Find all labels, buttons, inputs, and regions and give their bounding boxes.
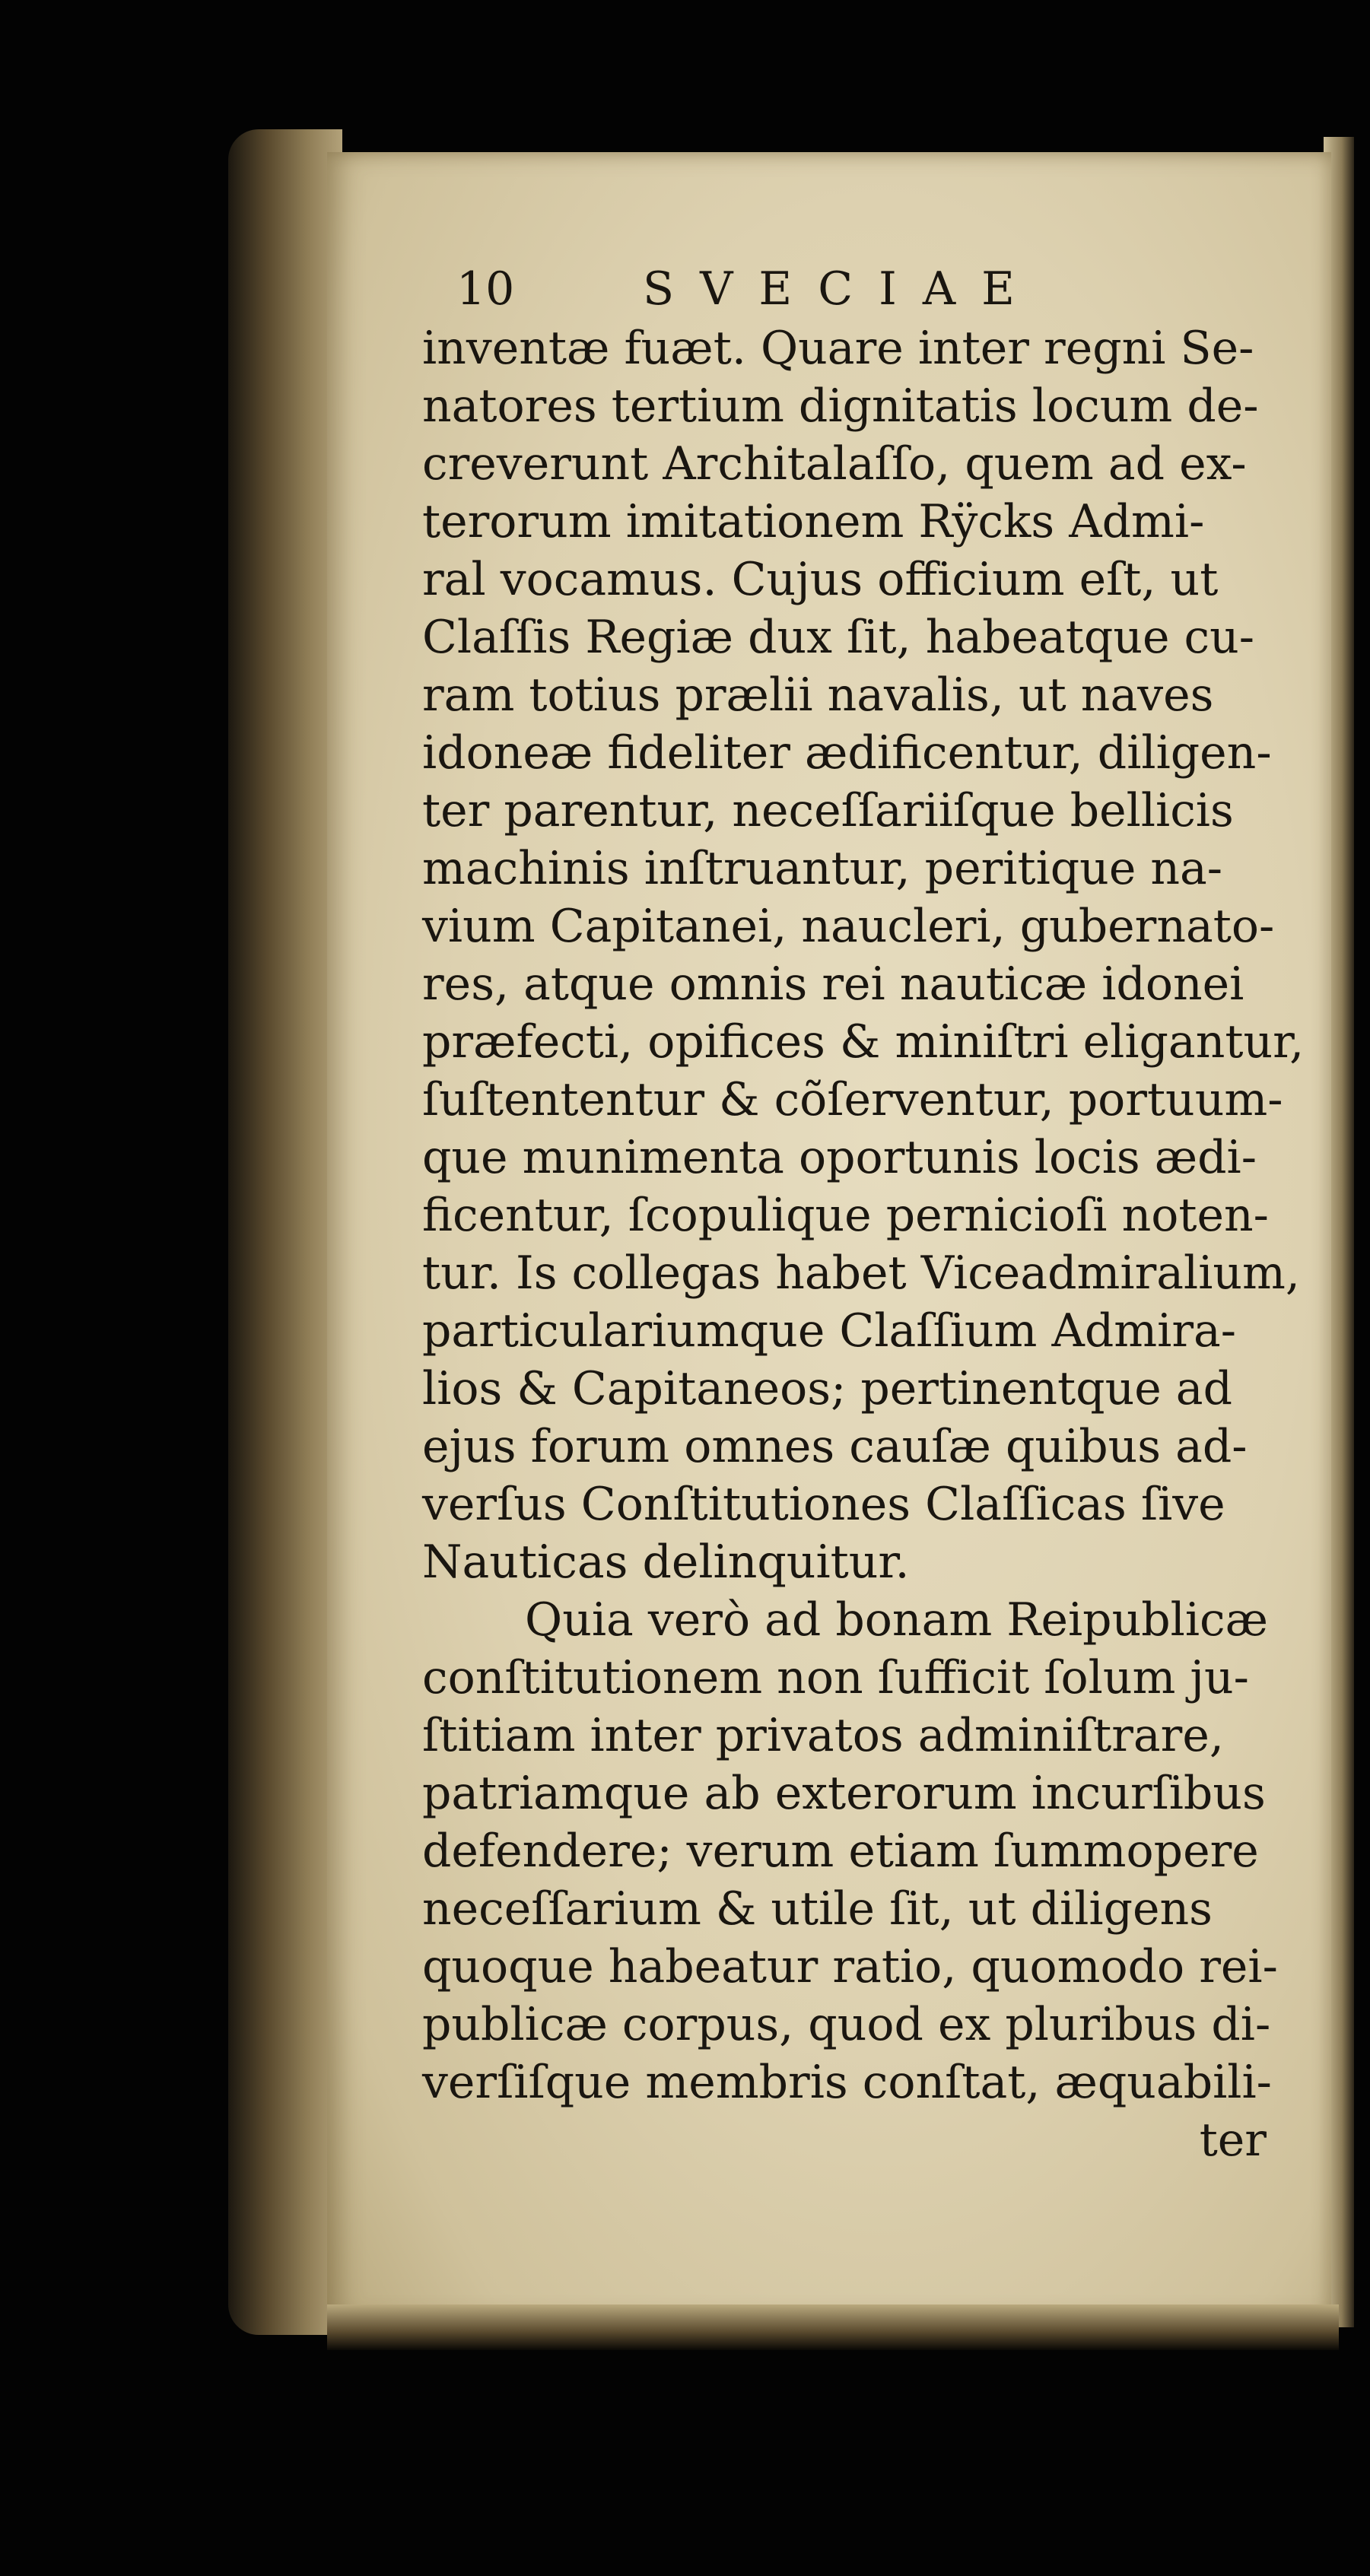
text-line: particulariumque Claſſium Admira- [422,1304,1237,1358]
text-line: conſtitutionem non ſufficit ſolum ju- [422,1651,1249,1704]
text-line: terorum imitationem Rÿcks Admi- [422,495,1205,548]
text-line: Nauticas delinquitur. [422,1536,910,1589]
page-number: 10 [456,262,515,316]
text-line: machinis inſtruantur, peritique na- [422,842,1223,895]
text-line: ral vocamus. Cujus officium eſt, ut [422,553,1219,606]
page-bottom-edge [327,2304,1339,2350]
text-line: ſtitiam inter privatos adminiſtrare, [422,1709,1224,1762]
text-line: tur. Is collegas habet Viceadmiralium, [422,1247,1301,1300]
text-line: que munimenta oportunis locis ædi- [422,1131,1257,1184]
book-edge-left [228,129,342,2335]
text-line: ſuſtententur & cõſerventur, portuum- [422,1073,1283,1126]
text-line: defendere; verum etiam ſummopere [422,1825,1259,1878]
paragraph-start-line: Quia verò ad bonam Reipublicæ [525,1593,1269,1647]
text-line: creverunt Architalaſſo, quem ad ex- [422,437,1247,491]
text-line: inventæ fuæt. Quare inter regni Se- [422,322,1254,375]
text-line: publicæ corpus, quod ex pluribus di- [422,1998,1271,2051]
text-line: ter parentur, neceſſariiſque bellicis [422,784,1234,837]
text-line: idoneæ fideliter ædificentur, diligen- [422,726,1272,780]
text-line: Claſſis Regiæ dux ſit, habeatque cu- [422,611,1255,664]
page-text-block [422,259,1305,2169]
text-line: verſiſque membris conſtat, æquabili- [422,2056,1272,2109]
running-title: SVECIAE [643,262,1041,316]
running-head [422,259,1297,319]
text-line: quoque habeatur ratio, quomodo rei- [422,1940,1278,1993]
text-line: ram totius prælii navalis, ut naves [422,669,1214,722]
text-line: ejus forum omnes cauſæ quibus ad- [422,1420,1248,1473]
text-line: ficentur, ſcopulique pernicioſi noten- [422,1189,1269,1242]
text-line: natores tertium dignitatis locum de- [422,380,1259,433]
text-line: neceſſarium & utile ſit, ut diligens [422,1882,1213,1936]
text-line: res, atque omnis rei nauticæ idonei [422,958,1244,1011]
text-line: patriamque ab exterorum incurſibus [422,1767,1266,1820]
text-line: vium Capitanei, naucleri, gubernato- [422,900,1275,953]
text-line: lios & Capitaneos; pertinentque ad [422,1362,1232,1415]
body-text [422,319,1305,2111]
text-line: verſus Conſtitutiones Claſſicas ſive [422,1478,1225,1531]
catchword: ter [1199,2114,1267,2167]
text-line: præfecti, opifices & miniſtri eligantur, [422,1015,1305,1069]
